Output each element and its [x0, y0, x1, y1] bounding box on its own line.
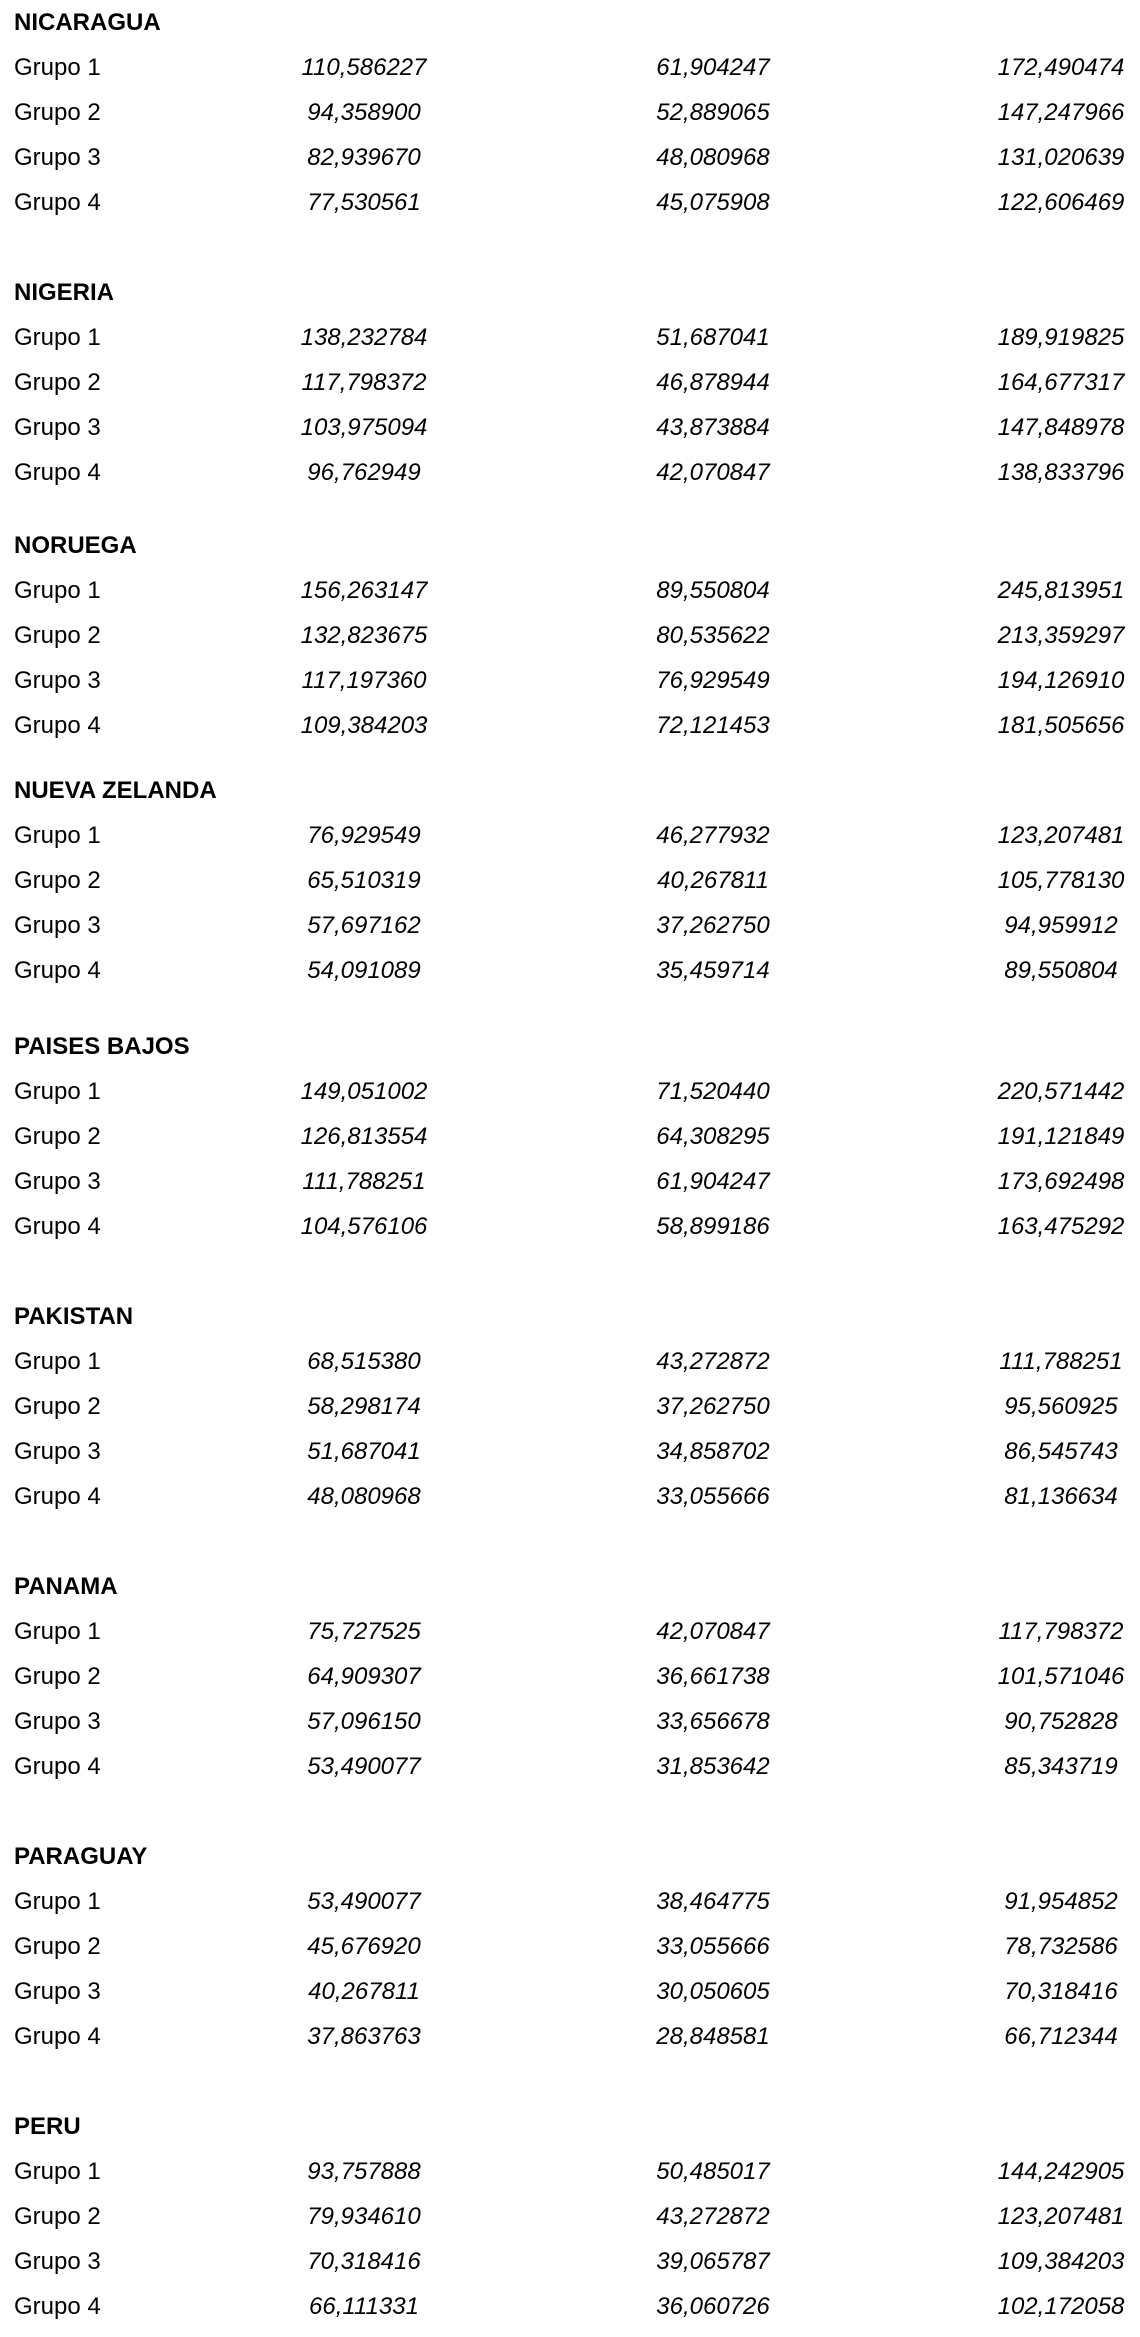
table-row: [0, 90, 1140, 135]
value-col-1: 53,490077: [307, 1888, 421, 1915]
value-col-2: 36,661738: [656, 1663, 770, 1690]
row-label: Grupo 2: [14, 1933, 101, 1960]
table-row: [0, 1204, 1140, 1249]
value-col-1: 94,358900: [307, 99, 421, 126]
row-label: Grupo 3: [14, 1708, 101, 1735]
table-row: [0, 948, 1140, 993]
row-label: Grupo 4: [14, 957, 101, 984]
value-col-1: 126,813554: [300, 1123, 428, 1150]
value-col-1: 77,530561: [307, 189, 421, 216]
row-label: Grupo 2: [14, 1393, 101, 1420]
value-col-2: 46,878944: [656, 369, 770, 396]
value-col-1: 57,096150: [307, 1708, 421, 1735]
value-col-3: 189,919825: [997, 324, 1125, 351]
value-col-3: 90,752828: [1004, 1708, 1118, 1735]
table-row: [0, 45, 1140, 90]
value-col-3: 213,359297: [997, 622, 1125, 649]
row-label: Grupo 3: [14, 1168, 101, 1195]
value-col-3: 144,242905: [997, 2158, 1125, 2185]
country-title: PERU: [14, 2113, 81, 2140]
table-row: [0, 315, 1140, 360]
table-row: [0, 703, 1140, 748]
table-row: [0, 658, 1140, 703]
value-col-3: 181,505656: [997, 712, 1125, 739]
value-col-1: 45,676920: [307, 1933, 421, 1960]
value-col-2: 71,520440: [656, 1078, 770, 1105]
table-row: [0, 568, 1140, 613]
value-col-3: 86,545743: [1004, 1438, 1118, 1465]
value-col-2: 51,687041: [656, 324, 770, 351]
country-title: PANAMA: [14, 1573, 118, 1600]
table-row: [0, 1429, 1140, 1474]
value-col-3: 91,954852: [1004, 1888, 1118, 1915]
table-row: [0, 1339, 1140, 1384]
table-row: [0, 1159, 1140, 1204]
value-col-2: 43,272872: [656, 1348, 770, 1375]
value-col-2: 61,904247: [656, 54, 770, 81]
value-col-2: 46,277932: [656, 822, 770, 849]
value-col-2: 43,873884: [656, 414, 770, 441]
row-label: Grupo 3: [14, 667, 101, 694]
row-label: Grupo 2: [14, 1123, 101, 1150]
table-row: [0, 405, 1140, 450]
value-col-1: 111,788251: [302, 1168, 426, 1195]
row-label: Grupo 1: [14, 1348, 101, 1375]
row-label: Grupo 3: [14, 144, 101, 171]
table-row: [0, 1879, 1140, 1924]
value-col-3: 163,475292: [997, 1213, 1125, 1240]
row-label: Grupo 1: [14, 1618, 101, 1645]
value-col-3: 123,207481: [997, 2203, 1125, 2230]
value-col-1: 66,111331: [309, 2293, 419, 2320]
value-col-3: 123,207481: [997, 822, 1125, 849]
value-col-2: 76,929549: [656, 667, 770, 694]
table-row: [0, 1384, 1140, 1429]
row-label: Grupo 1: [14, 54, 101, 81]
value-col-2: 58,899186: [656, 1213, 770, 1240]
value-col-3: 173,692498: [997, 1168, 1125, 1195]
table-row: [0, 360, 1140, 405]
row-label: Grupo 1: [14, 822, 101, 849]
value-col-1: 65,510319: [307, 867, 421, 894]
value-col-2: 43,272872: [656, 2203, 770, 2230]
value-col-1: 76,929549: [307, 822, 421, 849]
row-label: Grupo 3: [14, 1978, 101, 2005]
table-row: [0, 450, 1140, 495]
value-col-3: 109,384203: [997, 2248, 1125, 2275]
row-label: Grupo 2: [14, 867, 101, 894]
value-col-1: 110,586227: [301, 54, 427, 81]
row-label: Grupo 4: [14, 1753, 101, 1780]
row-label: Grupo 4: [14, 2293, 101, 2320]
row-label: Grupo 4: [14, 1213, 101, 1240]
value-col-2: 61,904247: [656, 1168, 770, 1195]
table-row: [0, 1969, 1140, 2014]
country-title: PAISES BAJOS: [14, 1033, 190, 1060]
country-title: NUEVA ZELANDA: [14, 777, 217, 804]
value-col-2: 64,308295: [656, 1123, 770, 1150]
value-col-2: 35,459714: [656, 957, 770, 984]
value-col-2: 37,262750: [656, 1393, 770, 1420]
value-col-3: 122,606469: [997, 189, 1125, 216]
table-row: [0, 180, 1140, 225]
row-label: Grupo 1: [14, 324, 101, 351]
row-label: Grupo 4: [14, 189, 101, 216]
country-title: NIGERIA: [14, 279, 115, 306]
value-col-2: 72,121453: [656, 712, 770, 739]
value-col-2: 34,858702: [656, 1438, 770, 1465]
value-col-2: 48,080968: [656, 144, 770, 171]
value-col-1: 48,080968: [307, 1483, 421, 1510]
value-col-3: 70,318416: [1004, 1978, 1118, 2005]
table-row: [0, 2149, 1140, 2194]
value-col-3: 95,560925: [1004, 1393, 1118, 1420]
value-col-1: 96,762949: [307, 459, 421, 486]
value-col-2: 36,060726: [656, 2293, 770, 2320]
value-col-1: 117,197360: [301, 667, 427, 694]
row-label: Grupo 3: [14, 1438, 101, 1465]
country-title: NICARAGUA: [14, 9, 161, 36]
table-row: [0, 2239, 1140, 2284]
value-col-1: 117,798372: [301, 369, 427, 396]
value-col-1: 51,687041: [307, 1438, 421, 1465]
row-label: Grupo 1: [14, 1078, 101, 1105]
value-col-2: 50,485017: [656, 2158, 770, 2185]
value-col-1: 149,051002: [300, 1078, 428, 1105]
value-col-1: 64,909307: [307, 1663, 421, 1690]
table-row: [0, 1699, 1140, 1744]
value-col-2: 45,075908: [656, 189, 770, 216]
value-col-1: 53,490077: [307, 1753, 421, 1780]
table-row: [0, 1609, 1140, 1654]
table-row: [0, 858, 1140, 903]
value-col-3: 81,136634: [1004, 1483, 1118, 1510]
country-title: PARAGUAY: [14, 1843, 148, 1870]
value-col-3: 131,020639: [997, 144, 1125, 171]
value-col-3: 245,813951: [997, 577, 1125, 604]
value-col-2: 40,267811: [657, 867, 769, 894]
row-label: Grupo 2: [14, 99, 101, 126]
value-col-2: 80,535622: [656, 622, 770, 649]
value-col-2: 42,070847: [656, 459, 770, 486]
value-col-1: 103,975094: [300, 414, 428, 441]
table-row: [0, 613, 1140, 658]
row-label: Grupo 3: [14, 414, 101, 441]
value-col-2: 33,055666: [656, 1483, 770, 1510]
value-col-3: 89,550804: [1004, 957, 1118, 984]
row-label: Grupo 4: [14, 712, 101, 739]
value-col-2: 52,889065: [656, 99, 770, 126]
value-col-3: 101,571046: [997, 1663, 1125, 1690]
row-label: Grupo 2: [14, 622, 101, 649]
table-row: [0, 1069, 1140, 1114]
value-col-3: 66,712344: [1004, 2023, 1118, 2050]
table-row: [0, 1924, 1140, 1969]
value-col-2: 37,262750: [656, 912, 770, 939]
row-label: Grupo 3: [14, 2248, 101, 2275]
value-col-2: 42,070847: [656, 1618, 770, 1645]
value-col-3: 220,571442: [997, 1078, 1125, 1105]
value-col-1: 68,515380: [307, 1348, 421, 1375]
value-col-1: 156,263147: [300, 577, 428, 604]
row-label: Grupo 4: [14, 2023, 101, 2050]
value-col-1: 138,232784: [300, 324, 428, 351]
value-col-3: 111,788251: [999, 1348, 1123, 1375]
value-col-1: 58,298174: [307, 1393, 421, 1420]
value-col-1: 79,934610: [307, 2203, 421, 2230]
row-label: Grupo 1: [14, 577, 101, 604]
value-col-1: 54,091089: [307, 957, 421, 984]
row-label: Grupo 3: [14, 912, 101, 939]
value-col-1: 70,318416: [307, 2248, 421, 2275]
value-col-1: 57,697162: [307, 912, 421, 939]
value-col-1: 82,939670: [307, 144, 421, 171]
table-row: [0, 2194, 1140, 2239]
value-col-3: 194,126910: [997, 667, 1125, 694]
row-label: Grupo 4: [14, 459, 101, 486]
value-col-2: 33,055666: [656, 1933, 770, 1960]
value-col-3: 172,490474: [997, 54, 1125, 81]
value-col-1: 37,863763: [307, 2023, 421, 2050]
value-col-2: 89,550804: [656, 577, 770, 604]
row-label: Grupo 4: [14, 1483, 101, 1510]
table-row: [0, 1474, 1140, 1519]
value-col-1: 40,267811: [308, 1978, 420, 2005]
row-label: Grupo 2: [14, 369, 101, 396]
value-col-3: 138,833796: [997, 459, 1125, 486]
row-label: Grupo 2: [14, 2203, 101, 2230]
value-col-2: 28,848581: [656, 2023, 770, 2050]
value-col-1: 109,384203: [300, 712, 428, 739]
value-col-1: 132,823675: [300, 622, 428, 649]
value-col-3: 191,121849: [997, 1123, 1125, 1150]
row-label: Grupo 1: [14, 2158, 101, 2185]
value-col-3: 147,247966: [997, 99, 1125, 126]
value-col-1: 75,727525: [307, 1618, 421, 1645]
value-col-3: 117,798372: [998, 1618, 1124, 1645]
table-row: [0, 1744, 1140, 1789]
value-col-2: 38,464775: [656, 1888, 770, 1915]
value-col-2: 31,853642: [656, 1753, 770, 1780]
table-row: [0, 2284, 1140, 2329]
value-col-3: 147,848978: [997, 414, 1125, 441]
value-col-1: 104,576106: [300, 1213, 428, 1240]
value-col-2: 33,656678: [656, 1708, 770, 1735]
table-row: [0, 1114, 1140, 1159]
value-col-3: 164,677317: [997, 369, 1125, 396]
table-row: [0, 135, 1140, 180]
value-col-2: 30,050605: [656, 1978, 770, 2005]
country-title: PAKISTAN: [14, 1303, 134, 1330]
country-title: NORUEGA: [14, 532, 137, 559]
row-label: Grupo 1: [14, 1888, 101, 1915]
row-label: Grupo 2: [14, 1663, 101, 1690]
table-row: [0, 903, 1140, 948]
table-row: [0, 813, 1140, 858]
value-col-3: 85,343719: [1004, 1753, 1118, 1780]
value-col-3: 102,172058: [997, 2293, 1125, 2320]
value-col-3: 94,959912: [1004, 912, 1118, 939]
value-col-3: 105,778130: [997, 867, 1125, 894]
table-row: [0, 2014, 1140, 2059]
value-col-1: 93,757888: [307, 2158, 421, 2185]
value-col-3: 78,732586: [1004, 1933, 1118, 1960]
value-col-2: 39,065787: [656, 2248, 770, 2275]
table-row: [0, 1654, 1140, 1699]
